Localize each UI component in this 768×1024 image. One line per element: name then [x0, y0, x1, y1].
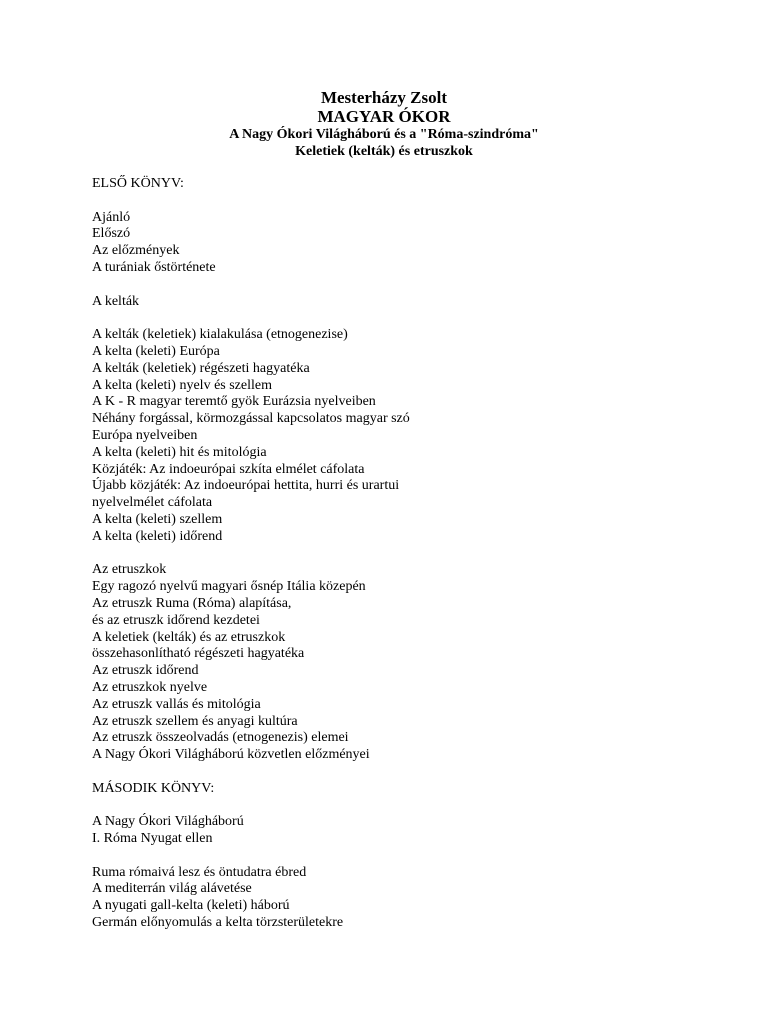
toc-item: Az etruszk szellem és anyagi kultúra [92, 713, 298, 729]
section-heading-etruscans: Az etruszkok [92, 562, 167, 578]
spacer [92, 797, 692, 814]
toc-item: I. Róma Nyugat ellen [92, 831, 213, 847]
spacer [92, 193, 692, 210]
toc-item: Újabb közjáték: Az indoeurópai hettita, hurri és urartui [92, 478, 400, 494]
toc-item: és az etruszk időrend kezdetei [92, 612, 260, 628]
toc-item: Az etruszk időrend [92, 663, 199, 679]
toc-item: A kelta (keleti) szellem [92, 511, 223, 527]
toc-item: Európa nyelveiben [92, 427, 198, 443]
toc-item: A kelta (keleti) Európa [92, 343, 220, 359]
book-two-heading: MÁSODIK KÖNYV: [92, 780, 215, 796]
spacer [92, 277, 692, 294]
toc-item: Az etruszkok nyelve [92, 679, 208, 695]
toc-item: Az etruszk Ruma (Róma) alapítása, [92, 595, 292, 611]
toc-item: nyelvelmélet cáfolata [92, 495, 213, 511]
toc-item: Ruma rómaivá lesz és öntudatra ébred [92, 864, 307, 880]
toc-item: A turániak őstörténete [92, 259, 216, 275]
toc-item: Ajánló [92, 209, 131, 225]
toc-item: összehasonlítható régészeti hagyatéka [92, 646, 305, 662]
toc-item: Közjáték: Az indoeurópai szkíta elmélet cáfolata [92, 461, 365, 477]
book-one-heading: ELSŐ KÖNYV: [92, 176, 184, 191]
section-heading-celts: A kelták [92, 293, 140, 309]
toc-item: A Nagy Ókori Világháború [92, 814, 244, 830]
document-header [0, 88, 768, 160]
toc-item: Előszó [92, 226, 131, 242]
toc-item: A nyugati gall-kelta (keleti) háború [92, 898, 290, 914]
toc-item: A keletiek (kelták) és az etruszkok [92, 629, 286, 645]
book-subtitle-2: Keletiek (kelták) és etruszkok [295, 144, 473, 159]
toc-item: Az etruszk összeolvadás (etnogenezis) elemei [92, 730, 349, 746]
toc-item: A kelta (keleti) hit és mitológia [92, 444, 267, 460]
toc-item: A mediterrán világ alávetése [92, 881, 252, 897]
toc-item: Az etruszk vallás és mitológia [92, 696, 261, 712]
toc-item: A Nagy Ókori Világháború közvetlen előzményei [92, 747, 370, 763]
toc-item: Néhány forgással, körmozgással kapcsolatos magyar szó [92, 411, 410, 427]
toc-item: A kelták (keletiek) régészeti hagyatéka [92, 360, 310, 376]
toc-item: A K - R magyar teremtő gyök Eurázsia nyelveiben [92, 394, 376, 410]
toc-item: Az előzmények [92, 243, 180, 259]
spacer [92, 546, 692, 563]
toc-item: A kelta (keleti) nyelv és szellem [92, 377, 272, 393]
author-name: Mesterházy Zsolt [320, 88, 448, 107]
spacer [92, 310, 692, 327]
toc-item: Egy ragozó nyelvű magyari ősnép Itália közepén [92, 579, 366, 595]
toc-item: A kelta (keleti) időrend [92, 528, 223, 544]
spacer [92, 848, 692, 865]
table-of-contents [92, 176, 692, 932]
book-title: MAGYAR ÓKOR [317, 107, 451, 126]
book-subtitle: A Nagy Ókori Világháború és a "Róma-szindróma" [229, 127, 539, 142]
toc-item: A kelták (keletiek) kialakulása (etnogenezise) [92, 327, 348, 343]
toc-item: Germán előnyomulás a kelta törzsterületekre [92, 915, 344, 931]
spacer [92, 764, 692, 781]
